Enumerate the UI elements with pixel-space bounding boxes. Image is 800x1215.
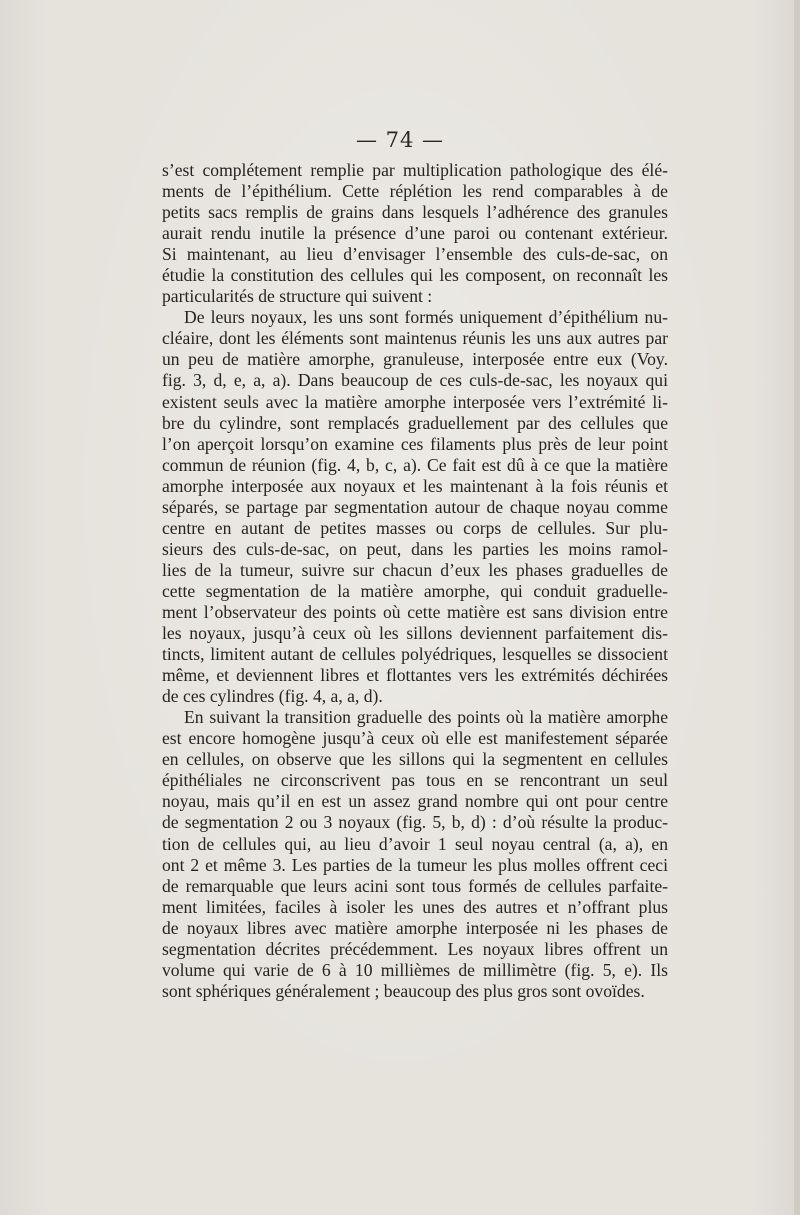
text-line: cléaire, dont les éléments sont maintenus réunis les uns aux autres par xyxy=(162,328,668,349)
text-line: de remarquable que leurs acini sont tous formés de cellules parfaite- xyxy=(162,875,668,896)
text-line: de segmentation 2 ou 3 noyaux (fig. 5, b, d) : d’où résulte la produc- xyxy=(162,812,668,833)
text-line: volume qui varie de 6 à 10 millièmes de millimètre (fig. 5, e). Ils xyxy=(162,959,668,980)
text-line: de noyaux libres avec matière amorphe interposée ni les phases de xyxy=(162,917,668,938)
text-line: amorphe interposée aux noyaux et les maintenant à la fois réunis et xyxy=(162,475,668,496)
text-line: s’est complétement remplie par multiplication pathologique des élé- xyxy=(162,160,668,180)
text-line: ments de l’épithélium. Cette réplétion les rend comparables à de xyxy=(162,181,668,202)
text-line: tion de cellules qui, au lieu d’avoir 1 seul noyau central (a, a), en xyxy=(162,833,668,854)
text-line: séparés, se partage par segmentation autour de chaque noyau comme xyxy=(162,496,668,517)
body-text xyxy=(162,160,668,1002)
text-line: en cellules, on observe que les sillons qui la segmentent en cellules xyxy=(162,749,668,770)
text-line: Si maintenant, au lieu d’envisager l’ensemble des culs-de-sac, on xyxy=(162,244,668,265)
text-line: segmentation décrites précédemment. Les noyaux libres offrent un xyxy=(162,938,668,959)
text-line: lies de la tumeur, suivre sur chacun d’eux les phases graduelles de xyxy=(162,559,668,580)
text-line: même, et deviennent libres et flottantes vers les extrémités déchirées xyxy=(162,665,668,686)
text-line: fig. 3, d, e, a, a). Dans beaucoup de ces culs-de-sac, les noyaux qui xyxy=(162,370,668,391)
text-line: aurait rendu inutile la présence d’une paroi ou contenant extérieur. xyxy=(162,223,668,244)
text-line: ont 2 et même 3. Les parties de la tumeur les plus molles offrent ceci xyxy=(162,854,668,875)
text-line: de ces cylindres (fig. 4, a, a, d). xyxy=(162,686,383,707)
text-line: noyau, mais qu’il en est un assez grand nombre qui ont pour centre xyxy=(162,791,668,812)
text-line: est encore homogène jusqu’à ceux où elle est manifestement séparée xyxy=(162,728,668,749)
text-line: cette segmentation de la matière amorphe, qui conduit graduelle- xyxy=(162,580,668,601)
text-line: l’on aperçoit lorsqu’on examine ces filaments plus près de leur point xyxy=(162,433,668,454)
text-line: ment l’observateur des points où cette matière est sans division entre xyxy=(162,601,668,622)
text-line: petits sacs remplis de grains dans lesquels l’adhérence des granules xyxy=(162,202,668,223)
text-line: ment limitées, faciles à isoler les unes des autres et n’offrant plus xyxy=(162,896,668,917)
text-line: tincts, limitent autant de cellules polyédriques, lesquelles se dissocient xyxy=(162,644,668,665)
text-line: épithéliales ne circonscrivent pas tous en se rencontrant un seul xyxy=(162,770,668,791)
text-line: sieurs des culs-de-sac, on peut, dans les parties les moins ramol- xyxy=(162,538,668,559)
text-line: bre du cylindre, sont remplacés graduellement par des cellules que xyxy=(162,412,668,433)
text-line: commun de réunion (fig. 4, b, c, a). Ce fait est dû à ce que la matière xyxy=(162,454,668,475)
text-line: un peu de matière amorphe, granuleuse, interposée entre eux (Voy. xyxy=(162,349,668,370)
text-line: En suivant la transition graduelle des points où la matière amorphe xyxy=(184,707,668,728)
text-line: particularités de structure qui suivent : xyxy=(162,286,433,307)
text-line: sont sphériques généralement ; beaucoup des plus gros sont ovoïdes. xyxy=(162,980,645,1001)
page-edge xyxy=(794,0,800,1215)
text-line: centre en autant de petites masses ou corps de cellules. Sur plu- xyxy=(162,517,668,538)
text-line: étudie la constitution des cellules qui les composent, on reconnaît les xyxy=(162,265,668,286)
text-line: De leurs noyaux, les uns sont formés uniquement d’épithélium nu- xyxy=(184,307,668,328)
text-line: les noyaux, jusqu’à ceux où les sillons deviennent parfaitement dis- xyxy=(162,623,668,644)
page-number: — 74 — xyxy=(355,128,445,152)
text-line: existent seuls avec la matière amorphe interposée vers l’extrémité li- xyxy=(162,391,668,412)
